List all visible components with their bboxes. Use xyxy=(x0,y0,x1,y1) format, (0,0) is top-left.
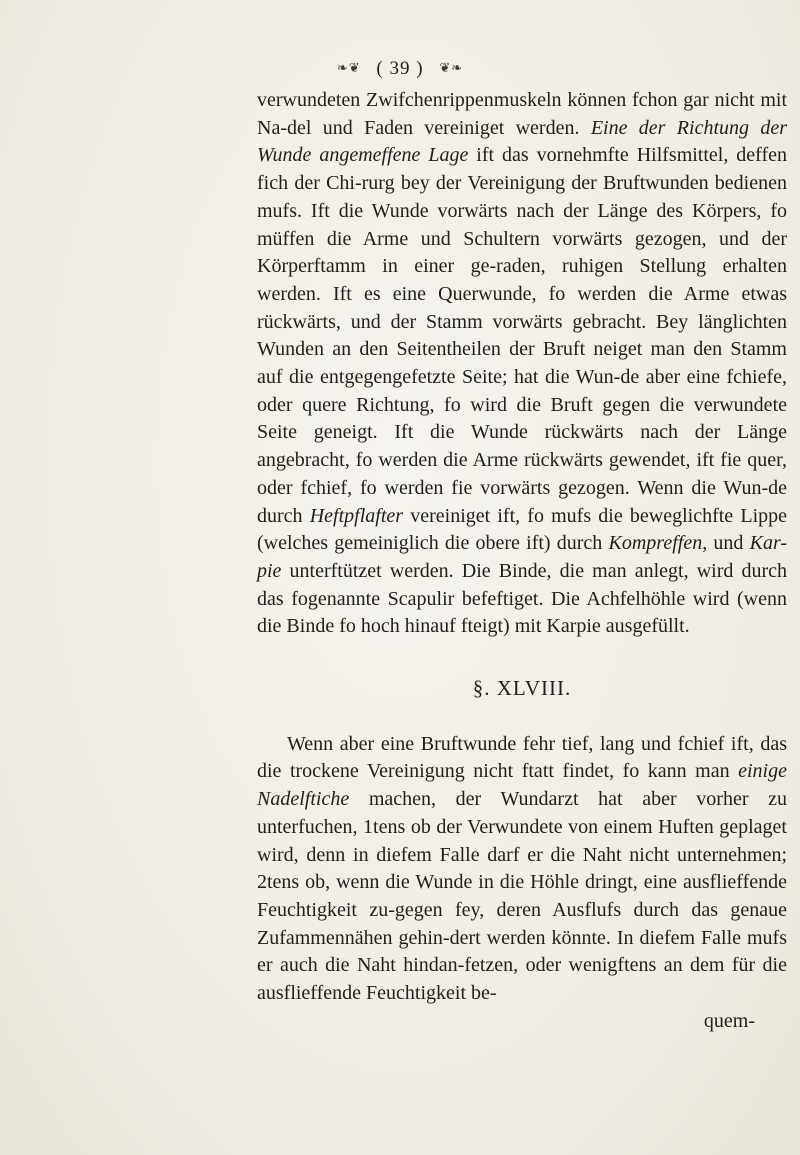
section-heading: §. XLVIII. xyxy=(472,676,572,701)
italic-phrase: einige Nadelftiche xyxy=(257,760,787,811)
text-run: , und xyxy=(702,532,750,555)
text-run: vereiniget ift, fo mufs die beweglichfte Lippe (welches gemeiniglich die obere ift) durch xyxy=(257,504,787,555)
paragraph-2 xyxy=(257,731,787,1008)
text-run: ift das vornehmfte Hilfsmittel, deffen fich der Chi-rurg bey der Vereinigung der Bruftwunden bedienen mufs. Ift die Wunde vorwärts nach der Länge des Körpers, fo müffen die Arme und Schultern vorwärts gezogen, und der Körperftamm in einer ge-raden, ruhigen Stellung erhalten werden. Ift es eine Querwunde, fo werden die Arme etwas rückwärts, und der Stamm vorwärts gebracht. Bey länglichten Wunden an den Seitentheilen der Bruft neiget man den Stamm auf die entgegengefetzte Seite; hat die Wun-de aber eine fchiefe, oder quere Richtung, fo wird die Bruft gegen die verwundete Seite geneigt. Ift die Wunde rückwärts nach der Länge angebracht, fo werden die Arme rückwärts gewendet, ift fie quer, oder fchief, fo werden fie vorwärts gezogen. Wenn die Wun-de durch xyxy=(257,144,787,527)
page-header xyxy=(0,58,800,80)
text-run: unterftützet werden. Die Binde, die man anlegt, wird durch das fogenannte Scapulir befeftiget. Die Achfelhöhle wird (wenn die Binde fo hoch hinauf fteigt) mit Karpie ausgefüllt. xyxy=(257,559,787,638)
ornament-left-icon: ❧❦ xyxy=(336,60,361,75)
italic-phrase: Eine der Richtung der Wunde angemeffene Lage xyxy=(257,116,788,167)
italic-phrase: Heftpflafter xyxy=(309,504,404,527)
catchword: quem- xyxy=(703,1009,755,1032)
body-text xyxy=(257,87,787,1036)
text-run: verwundeten Zwifchenrippenmuskeln können fchon gar nicht mit Na-del und Faden vereiniget werden. xyxy=(257,89,787,139)
italic-phrase: Kar-pie xyxy=(257,532,788,582)
paragraph-1 xyxy=(257,87,787,641)
italic-phrase: Kompreffen xyxy=(608,532,703,555)
ornament-right-icon: ❦❧ xyxy=(439,60,464,75)
text-run: Wenn aber eine Bruftwunde fehr tief, lang und fchief ift, das die trockene Vereinigung nicht ftatt findet, fo kann man xyxy=(257,732,787,783)
page-number: ( 39 ) xyxy=(376,58,424,79)
text-run: machen, der Wundarzt hat aber vorher zu unterfuchen, 1tens ob der Verwundete von einem Huften geplaget wird, denn in diefem Falle darf er die Naht nicht unternehmen; 2tens ob, wenn die Wunde in die Höhle dringt, eine ausflieffende Feuchtigkeit zu-gegen fey, deren Ausflufs durch das genaue Zufammennähen gehin-dert werden könnte. In diefem Falle mufs er auch die Naht hindan-fetzen, oder wenigftens an dem für die ausflieffende Feuchtigkeit be- xyxy=(257,788,787,1005)
